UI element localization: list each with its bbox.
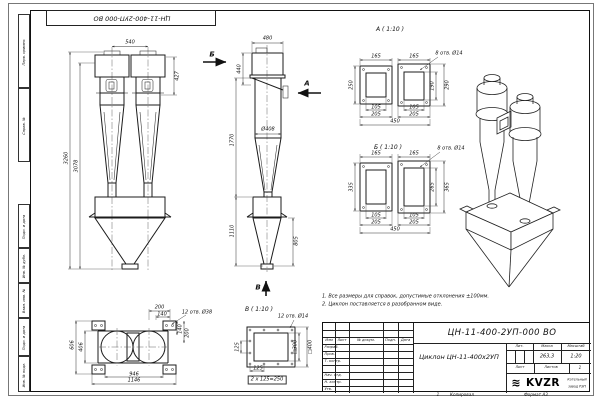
dim-b-total: 450	[390, 226, 400, 233]
note-line-2: 2. Циклон поставляется в разобранном виде.	[322, 301, 443, 308]
company-name-line1: Котельный	[567, 376, 587, 381]
front-view	[68, 47, 177, 273]
margin-label: Подп. и дата	[22, 325, 27, 351]
dim-base-holes: 12 отв. Ø38	[181, 309, 213, 315]
tb-header-podp: Подп.	[385, 337, 396, 342]
dim-base-r1: 140	[177, 324, 183, 334]
dim-b-b4: 205	[409, 219, 419, 225]
dim-front-right: 427	[174, 71, 180, 81]
dim-side-h2: 1110	[229, 224, 235, 238]
margin-label: Инв. № дубл.	[22, 253, 27, 279]
section-v-title: В ( 1:10 )	[245, 306, 273, 313]
dim-base-l1: 606	[69, 340, 76, 350]
tb-header-izm: Изм	[325, 337, 333, 342]
tb-row-nkontr: Н. контр.	[324, 379, 342, 384]
section-b-title: Б ( 1:10 )	[374, 144, 402, 151]
tb-scale-value: 1:20	[570, 353, 582, 359]
dim-front-axis: 540	[125, 39, 135, 45]
dim-v-r1: □300	[292, 339, 299, 355]
isometric-view	[460, 75, 560, 288]
note-line-1: 1. Все размеры для справок, допустимые отклонения ±100мм.	[322, 293, 489, 300]
dim-a-b2: 105	[409, 104, 419, 110]
dim-b-w2: 165	[409, 150, 419, 157]
tb-title: Циклон ЦН-11-400х2УП	[419, 352, 499, 361]
tb-mass-value: 263,3	[539, 353, 555, 359]
tb-header-ndok: № докум.	[357, 337, 375, 342]
margin-label: Подп. и дата	[22, 214, 27, 240]
section-a-title: А ( 1:10 )	[376, 26, 404, 33]
top-stamp-text: ЦН-11-400-2УП-000 ВО	[93, 14, 171, 23]
footer-format-label: Формат А3	[524, 391, 548, 397]
dim-base-t1: 200	[154, 304, 165, 311]
tb-mass-label: Масса	[541, 343, 553, 348]
title-block	[322, 322, 590, 392]
section-b-view	[353, 152, 446, 234]
logo-text: KVZR	[526, 377, 560, 389]
dim-b-b2: 105	[409, 212, 419, 218]
dim-a-w2: 165	[409, 53, 419, 60]
dim-b-b1: 105	[371, 212, 381, 218]
dim-base-t2: 140	[157, 311, 167, 318]
dim-b-inner: 265	[429, 182, 436, 192]
dim-front-h1: 3260	[63, 151, 69, 165]
arrow-label-b: Б	[209, 50, 215, 59]
tb-header-list: Лист	[337, 337, 347, 342]
tb-row-razrab: Разраб.	[324, 344, 339, 349]
dim-a-inner: 190	[429, 81, 436, 91]
dim-side-h1: 1770	[229, 133, 235, 147]
dim-side-top: 480	[262, 35, 273, 42]
margin-label: Взам. инв. №	[22, 288, 27, 314]
logo-wave-icon: ≋	[511, 376, 521, 390]
dim-v-b1: 125	[253, 365, 263, 371]
section-v-view	[240, 320, 309, 372]
tb-sheets-label: Листов	[544, 365, 558, 370]
dim-side-left: 440	[236, 64, 242, 74]
footer-mark: 1	[436, 391, 440, 397]
dim-a-w1: 165	[371, 53, 381, 60]
arrow-label-v: В	[255, 283, 261, 292]
dim-a-b3: 205	[371, 111, 381, 117]
dim-b-b3: 205	[371, 219, 381, 225]
tb-row-prov: Пров.	[324, 351, 335, 356]
tb-row-utv: Утв.	[324, 386, 333, 391]
tb-scale-label: Масштаб	[567, 343, 585, 348]
tb-row-tkontr: Т. контр.	[324, 358, 342, 363]
dim-front-h2: 3078	[73, 159, 79, 173]
dim-v-holes: 12 отв. Ø14	[277, 313, 309, 320]
tb-row-nachotd: Нач. отд.	[324, 372, 342, 377]
dim-side-h3: 805	[293, 236, 299, 246]
footer-copied-label: Копировал	[450, 391, 474, 397]
margin-label: Перв. примен.	[22, 38, 27, 66]
dim-a-b4: 205	[409, 111, 419, 117]
tb-sheet-label: Лист	[515, 365, 525, 370]
dim-b-left: 335	[348, 182, 354, 192]
dim-base-l2: 406	[78, 342, 85, 352]
margin-label: Справ. №	[22, 117, 27, 135]
dim-base-r2: 200	[184, 328, 190, 338]
dim-base-b1: 946	[129, 371, 139, 377]
dim-v-r2: □400	[307, 339, 313, 355]
dim-a-right: 290	[444, 80, 450, 90]
company-name-line2: завод РЭП	[568, 383, 586, 388]
dim-a-left: 250	[348, 80, 354, 90]
dim-a-holes: 8 отв. Ø14	[435, 50, 463, 57]
dim-b-holes: 8 отв. Ø14	[437, 145, 465, 152]
dim-v-b2: 2 х 125=250	[248, 376, 287, 385]
dim-v-left: 125	[234, 342, 241, 352]
tb-header-data: Дата	[400, 337, 411, 342]
dim-base-b2: 1146	[127, 377, 141, 384]
dim-a-b1: 105	[371, 104, 381, 110]
tb-sheets-value: 1	[578, 364, 582, 370]
margin-label: Инв. № подл.	[22, 362, 27, 388]
dim-side-dia: Ø408	[261, 126, 275, 132]
dim-b-w1: 165	[371, 150, 381, 157]
tb-doc-number: ЦН-11-400-2УП-000 ВО	[447, 327, 557, 338]
dim-b-right: 365	[444, 182, 450, 192]
dim-a-total: 450	[390, 118, 400, 125]
arrow-label-a: А	[304, 79, 310, 88]
tb-lit-label: Лит.	[515, 343, 524, 348]
